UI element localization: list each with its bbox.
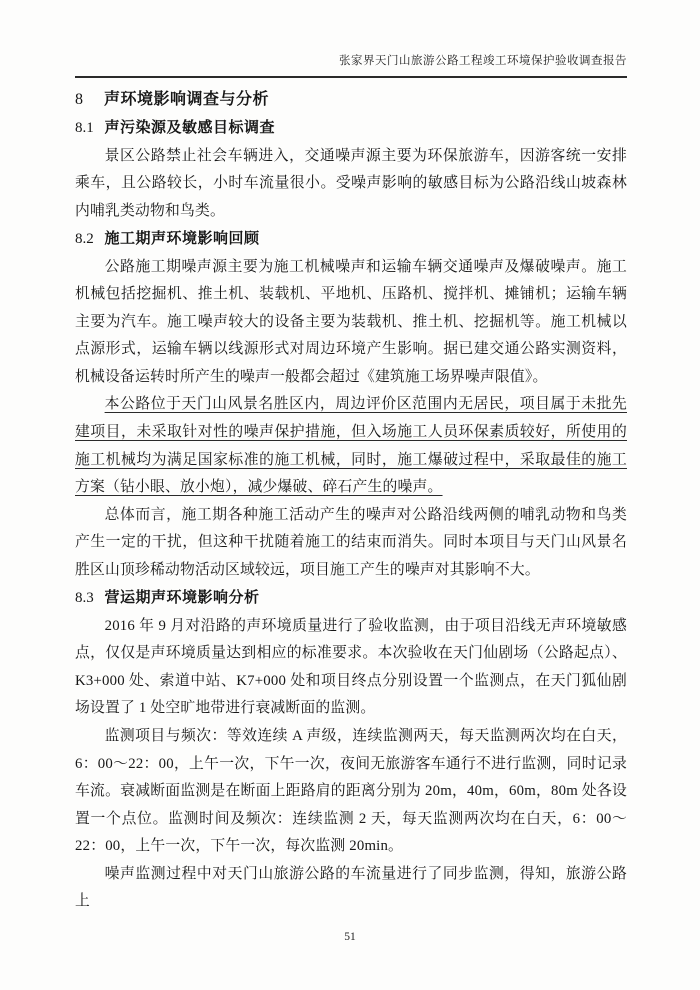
page-content xyxy=(75,86,627,916)
section-8-3-paragraph-2: 监测项目与频次：等效连续 A 声级，连续监测两天，每天监测两次均在白天，6：00～22：00，上午一次，下午一次，夜间无旅游客车通行不进行监测，同时记录车流。衰减断面监测是在断面上距路肩的距离分别为 20m，40m，60m，80m 处各设置一个点位。监测时间及频次：连续监测 2 天，每天监测两次均在白天，6：00～22：00，上午一次，下午一次，每次监测 20min。 xyxy=(75,728,627,855)
section-8-2-paragraph-3: 总体而言，施工期各种施工活动产生的噪声对公路沿线两侧的哺乳动物和鸟类产生一定的干扰，但这种干扰随着施工的结束而消失。同时本项目与天门山风景名胜区山顶珍稀动物活动区域较远，项目施工产生的噪声对其影响不大。 xyxy=(75,506,627,578)
page-number: 51 xyxy=(344,931,356,943)
section-8-3-paragraph-1: 2016 年 9 月对沿路的声环境质量进行了验收监测，由于项目沿线无声环境敏感点，仅仅是声环境质量达到相应的标准要求。本次验收在天门仙剧场（公路起点）、K3+000 处、索道中站、K7+000 处和项目终点分别设置一个监测点，在天门狐仙剧场设置了 1 处空旷地带进行衰减断面的监测。 xyxy=(75,617,627,717)
section-8-2-paragraph-1: 公路施工期噪声源主要为施工机械噪声和运输车辆交通噪声及爆破噪声。施工机械包括挖掘机、推土机、装载机、平地机、压路机、搅拌机、摊铺机；运输车辆主要为汽车。施工噪声较大的设备主要为装载机、推土机、挖掘机等。施工机械以点源形式，运输车辆以线源形式对周边环境产生影响。据已建交通公路实测资料，机械设备运转时所产生的噪声一般都会超过《建筑施工场界噪声限值》。 xyxy=(75,258,627,385)
section-8-2-heading xyxy=(75,225,627,254)
section-8-1-paragraph-1: 景区公路禁止社会车辆进入，交通噪声源主要为环保旅游车，因游客统一安排乘车，且公路较长，小时车流量很小。受噪声影响的敏感目标为公路沿线山坡森林内哺乳类动物和鸟类。 xyxy=(75,147,627,219)
running-header: 张家界天门山旅游公路工程竣工环境保护验收调查报告 xyxy=(339,55,627,67)
section-8-1-number: 8.1 xyxy=(75,120,94,136)
section-8-3-number: 8.3 xyxy=(75,590,94,607)
section-8-3-paragraph-3: 噪声监测过程中对天门山旅游公路的车流量进行了同步监测，得知，旅游公路上 xyxy=(75,865,627,910)
section-8-2-paragraph-2-underlined: 本公路位于天门山风景名胜区内，周边评价区范围内无居民，项目属于未批先建项目，未采取针对性的噪声保护措施，但入场施工人员环保素质较好，所使用的施工机械均为满足国家标准的施工机械，同时，施工爆破过程中，采取最佳的施工方案（钻小眼、放小炮），减少爆破、碎石产生的噪声。 xyxy=(75,396,627,496)
section-8-1-title: 声污染源及敏感目标调查 xyxy=(104,119,276,136)
header-rule xyxy=(75,76,627,78)
section-8-1-heading xyxy=(75,114,627,143)
chapter-number: 8 xyxy=(75,91,83,108)
section-8-2-number: 8.2 xyxy=(75,231,94,248)
chapter-title: 声环境影响调查与分析 xyxy=(104,91,270,108)
chapter-heading xyxy=(75,86,627,114)
section-8-2-title: 施工期声环境影响回顾 xyxy=(104,230,260,248)
section-8-3-title: 营运期声环境影响分析 xyxy=(104,589,260,607)
section-8-3-heading xyxy=(75,584,627,613)
